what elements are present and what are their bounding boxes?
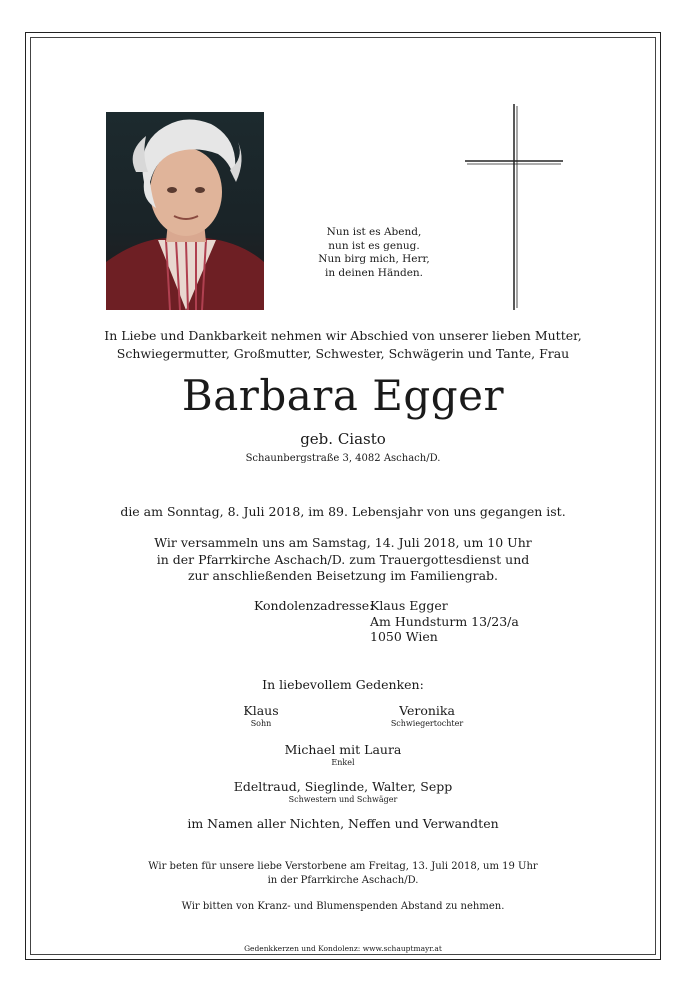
birth-name: geb. Ciasto — [300, 430, 386, 448]
mourner-siblings — [193, 779, 493, 805]
intro-line: Schwiegermutter, Großmutter, Schwester, Schwägerin und Tante, Frau — [116, 346, 570, 361]
prayer-line: Wir beten für unsere liebe Verstorbene am Freitag, 13. Juli 2018, um 19 Uhr — [148, 861, 538, 872]
passed-text: die am Sonntag, 8. Juli 2018, im 89. Lebensjahr von uns gegangen ist. — [120, 504, 566, 519]
mourner-role: Enkel — [331, 758, 355, 767]
memory-title: In liebevollem Gedenken: — [262, 677, 424, 692]
mourner-name: Michael mit Laura — [284, 742, 402, 757]
condolence-label: Kondolenzadresse: — [254, 598, 374, 613]
service-text — [30, 535, 656, 585]
family-text: im Namen aller Nichten, Neffen und Verwandten — [187, 816, 499, 831]
mourner-name: Edeltraud, Sieglinde, Walter, Sepp — [233, 779, 453, 794]
poem-line: Nun ist es Abend, — [326, 226, 422, 238]
portrait-photo — [106, 112, 264, 310]
mourner-grandchildren — [243, 742, 443, 768]
mourner-role: Schwiegertochter — [390, 719, 464, 728]
cross-icon — [465, 104, 563, 310]
mourner-role: Sohn — [250, 719, 272, 728]
mourner-name: Veronika — [399, 703, 455, 718]
poem — [304, 226, 444, 280]
condolence-line: 1050 Wien — [370, 629, 438, 644]
mourner-role: Schwestern und Schwäger — [288, 795, 398, 804]
mourner-name: Klaus — [243, 703, 279, 718]
intro-line: In Liebe und Dankbarkeit nehmen wir Abschied von unserer lieben Mutter, — [104, 328, 582, 343]
condolence-line: Am Hundsturm 13/23/a — [370, 613, 519, 629]
prayer-text — [30, 860, 656, 887]
footer-link[interactable]: Gedenkkerzen und Kondolenz: www.schauptmayr.at — [244, 944, 442, 953]
service-line: zur anschließenden Beisetzung im Familiengrab. — [187, 568, 499, 583]
deceased-address: Schaunbergstraße 3, 4082 Aschach/D. — [245, 453, 441, 464]
prayer-line: in der Pfarrkirche Aschach/D. — [267, 874, 419, 886]
service-line: in der Pfarrkirche Aschach/D. zum Trauergottesdienst und — [156, 551, 530, 567]
intro-text — [30, 327, 656, 363]
poem-line: in deinen Händen. — [324, 266, 424, 279]
poem-line: nun ist es genug. — [328, 239, 420, 252]
service-line: Wir versammeln uns am Samstag, 14. Juli 2018, um 10 Uhr — [154, 535, 532, 550]
flower-request: Wir bitten von Kranz- und Blumenspenden Abstand zu nehmen. — [181, 901, 505, 912]
deceased-name: Barbara Egger — [181, 371, 505, 420]
poem-line: Nun birg mich, Herr, — [318, 253, 430, 265]
mourner-daughter-in-law — [327, 703, 527, 729]
condolence-line: Klaus Egger — [370, 598, 448, 613]
